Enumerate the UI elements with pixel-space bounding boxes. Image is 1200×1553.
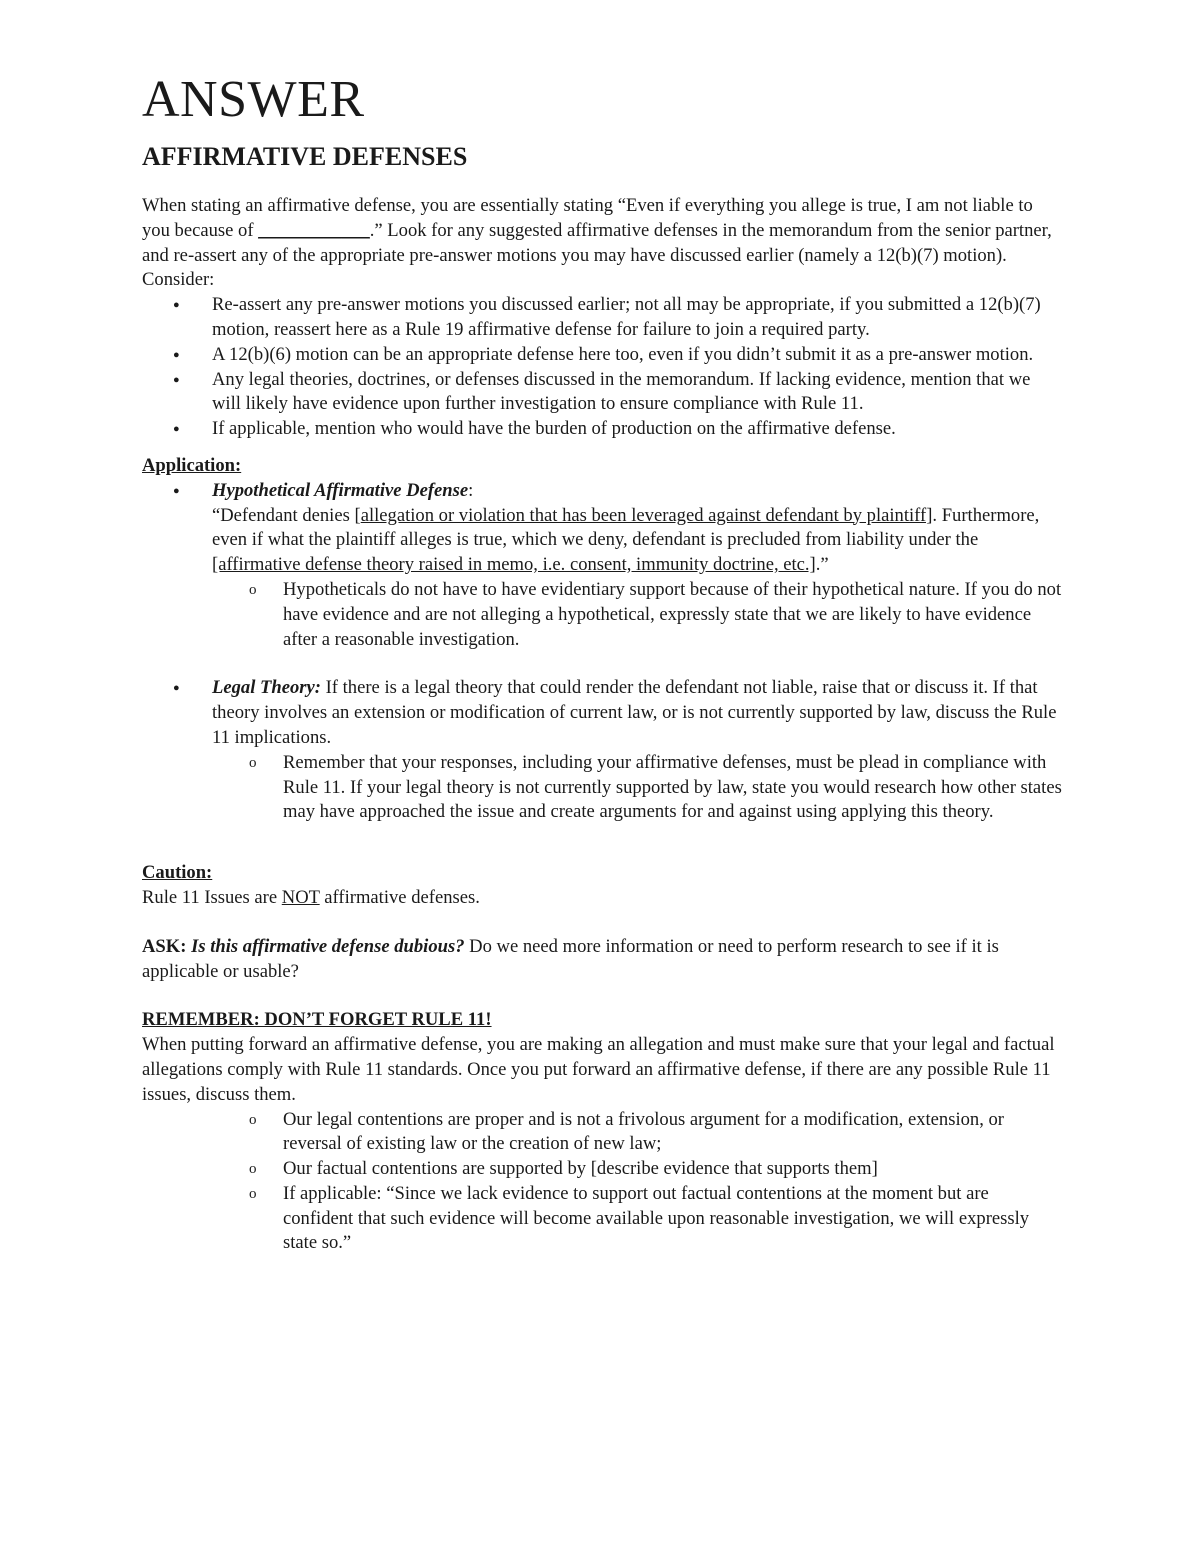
remember-list	[142, 1108, 1062, 1257]
hypothetical-sublist	[212, 578, 1062, 652]
caution-text: Rule 11 Issues are NOT affirmative defenses.	[142, 886, 480, 908]
hypothetical-allegation-placeholder: allegation or violation that has been leveraged against defendant by plaintiff]	[360, 504, 933, 526]
consider-list	[142, 293, 1062, 442]
hypothetical-subitem: o Hypotheticals do not have to have evidentiary support because of their hypothetical nature. If you do not have evidence and are not alleging a hypothetical, expressly state that we are likely to have evidence after a reasonable investigation.	[212, 578, 1062, 652]
page-title: ANSWER	[142, 71, 365, 128]
hypothetical-quote-start: “Defendant denies [	[212, 504, 361, 526]
consider-item: ● Any legal theories, doctrines, or defenses discussed in the memorandum. If lacking evidence, mention that we will likely have evidence upon further investigation to ensure compliance with Rule 11.	[142, 368, 1062, 418]
remember-text: When putting forward an affirmative defense, you are making an allegation and must make sure that your legal and factual allegations comply with Rule 11 standards. Once you put forward an affirmative defense, if there are any possible Rule 11 issues, discuss them.	[142, 1034, 1055, 1105]
remember-item: o Our factual contentions are supported by [describe evidence that supports them]	[142, 1157, 1062, 1182]
legal-theory-item	[142, 676, 1062, 825]
remember-item: o Our legal contentions are proper and is not a frivolous argument for a modification, extension, or reversal of existing law or the creation of new law;	[142, 1108, 1062, 1158]
legal-theory-label: Legal Theory:	[212, 677, 321, 699]
ask-question: Is this affirmative defense dubious?	[191, 935, 465, 957]
application-heading: Application:	[142, 454, 242, 476]
hypothetical-theory-placeholder: [affirmative defense theory raised in memo, i.e. consent, immunity doctrine, etc.]	[212, 554, 816, 576]
legal-theory-text: If there is a legal theory that could render the defendant not liable, raise that or discuss it. If that theory involves an extension or modification of current law, or is not currently supported by law, discuss the Rule 11 implications.	[212, 677, 1057, 748]
consider-item: ● If applicable, mention who would have the burden of production on the affirmative defense.	[142, 417, 1062, 442]
hypothetical-label: Hypothetical Affirmative Defense	[212, 479, 469, 501]
section-heading-affirmative-defenses: AFFIRMATIVE DEFENSES	[142, 142, 468, 171]
caution-heading: Caution:	[142, 862, 213, 884]
remember-item: o If applicable: “Since we lack evidence to support out factual contentions at the moment but are confident that such evidence will become available upon reasonable investigation, we will expressly state so.”	[142, 1182, 1062, 1256]
remember-heading: REMEMBER: DON’T FORGET RULE 11!	[142, 1009, 492, 1031]
document-body	[142, 70, 1062, 1256]
application-list	[142, 479, 1062, 653]
intro-text-1: When stating an affirmative defense, you are essentially stating “Even if everything you allege is true, I am not liable to you because of	[142, 195, 1033, 241]
intro-blank: ____________	[258, 219, 370, 241]
hypothetical-defense-item: ● Hypothetical Affirmative Defense: “Defendant denies [allegation or violation that has been leveraged against defendant by plaintiff]. Furthermore, even if what the plaintiff alleges is true, which we deny, defendant is precluded from liability under the [affirmative defense theory raised in memo, i.e. consent, immunity doctrine, etc.].” o Hypotheticals do not have to have evidentiary support because of their hypothetical nature. If you do not have evidence and are not alleging a hypothetical, expressly state that we are likely to have evidence after a reasonable investigation.	[142, 479, 1062, 653]
ask-label: ASK:	[142, 935, 187, 957]
ask-text: Do we need more information or need to perform research to see if it is applicable or usable?	[142, 935, 999, 982]
intro-text-2: .” Look for any suggested affirmative defenses in the memorandum from the senior partner, and re-assert any of the appropriate pre-answer motions you may have discussed earlier (namely a 12(b)(7) motion). Consider:	[142, 219, 1052, 291]
intro-paragraph	[142, 194, 1062, 293]
legal-theory-sublist	[212, 751, 1062, 825]
hypothetical-quote-end: .”	[815, 554, 829, 576]
hypothetical-quote-middle: . Furthermore, even if what the plaintiff alleges is true, which we deny, defendant is precluded from liability under the	[212, 504, 1040, 551]
ask-paragraph	[142, 935, 1062, 985]
consider-item: ● A 12(b)(6) motion can be an appropriate defense here too, even if you didn’t submit it as a pre-answer motion.	[142, 343, 1062, 368]
caution-not: NOT	[281, 886, 320, 908]
legal-theory-subitem: o Remember that your responses, including your affirmative defenses, must be plead in compliance with Rule 11. If your legal theory is not currently supported by law, state you would research how other states may have approached the issue and create arguments for and against using applying this theory.	[212, 751, 1062, 825]
consider-item: ● Re-assert any pre-answer motions you discussed earlier; not all may be appropriate, if you submitted a 12(b)(7) motion, reassert here as a Rule 19 affirmative defense for failure to join a required party.	[142, 293, 1062, 343]
legal-theory-list	[142, 676, 1062, 825]
